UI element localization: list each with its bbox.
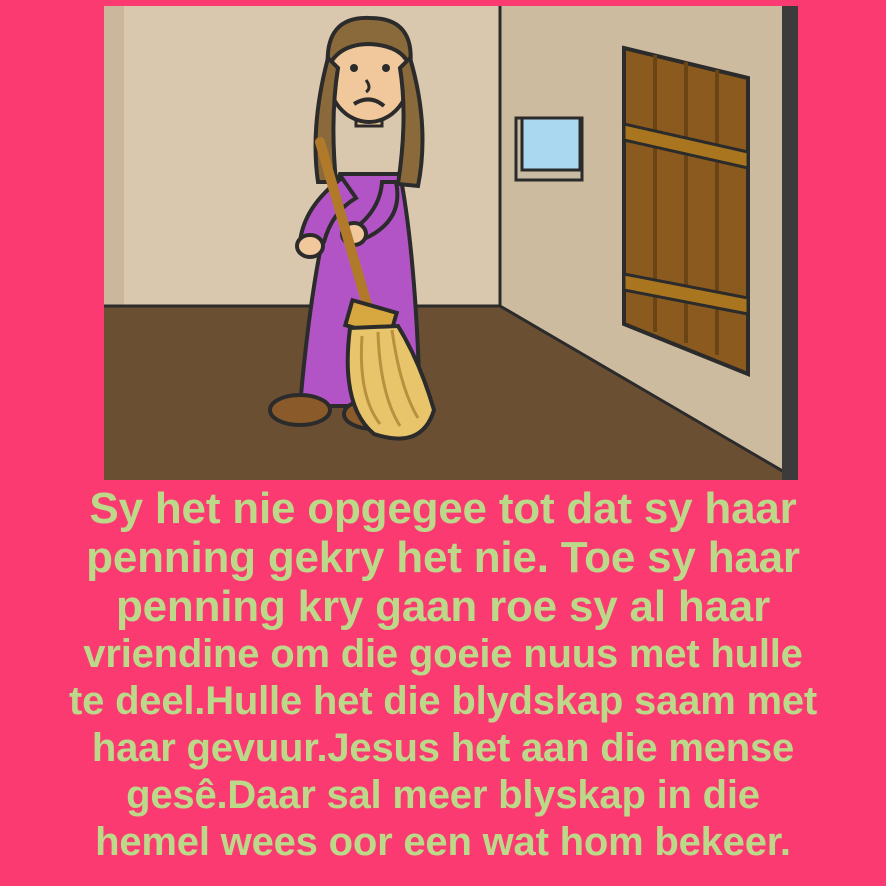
shoe-left <box>270 395 330 425</box>
caption-line-8: hemel wees oor een wat hom bekeer. <box>95 820 791 864</box>
door <box>624 48 748 374</box>
caption-line-5: te deel.Hulle het die blydskap saam met <box>68 679 818 723</box>
eye-right <box>382 64 390 72</box>
illustration-image <box>104 6 798 480</box>
caption-line-7: gesê.Daar sal meer blyskap in die <box>126 773 760 817</box>
caption-line-4: vriendine om die goeie nuus met hulle <box>83 632 803 676</box>
caption-line-3: penning kry gaan roe sy al haar <box>115 582 771 631</box>
caption-line-1: Sy het nie opgegee tot dat sy haar <box>89 484 797 533</box>
caption-line-2: penning gekry het nie. Toe sy haar <box>86 533 800 582</box>
hand-left <box>297 235 323 257</box>
scene-svg <box>104 6 798 480</box>
eye-left <box>350 64 358 72</box>
window-icon <box>516 118 582 180</box>
caption-line-6: haar gevuur.Jesus het aan die mense <box>91 726 795 770</box>
caption-block <box>0 484 886 884</box>
right-dark-band <box>782 6 798 480</box>
